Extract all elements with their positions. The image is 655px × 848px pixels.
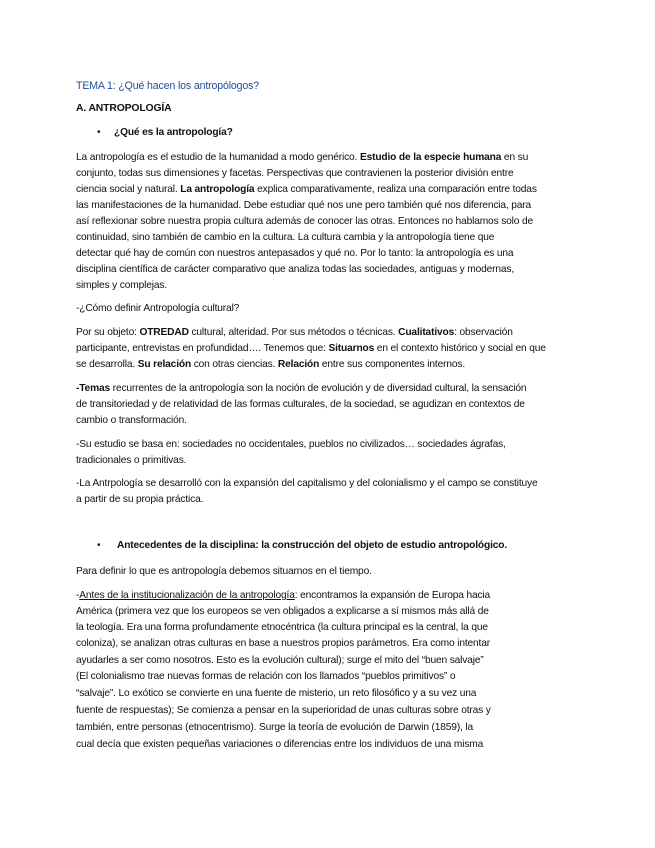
paragraph-line: conjunto, todas sus dimensiones y facetas. Perspectivas que contravienen la posterior división entre [76, 168, 514, 179]
paragraph-line: ayudarles a ser como nosotros. Esto es la evolución cultural); surge el mito del “buen salvaje” [76, 655, 484, 666]
paragraph-line: cambio o transformación. [76, 415, 187, 426]
bullet-antecedentes: Antecedentes de la disciplina: la construcción del objeto de estudio antropológico. [117, 540, 508, 551]
paragraph-line: cual decía que existen pequeñas variaciones o diferencias entre los individuos de una misma [76, 739, 484, 750]
paragraph-line: continuidad, sino también de cambio en la cultura. La cultura cambia y la antropología tiene que [76, 232, 495, 243]
paragraph-line: Por su objeto: OTREDAD cultural, alteridad. Por sus métodos o técnicas. Cualitativos: observación [76, 327, 513, 338]
paragraph-line: “salvaje”. Lo exótico se convierte en una fuente de misterio, un reto filosófico y a su vez una [76, 688, 477, 699]
paragraph-line: fuente de respuestas); Se comienza a pensar en la superioridad de unas culturas sobre otras y [76, 705, 491, 716]
bullet-icon: • [97, 540, 101, 551]
paragraph-line: -La Antrpología se desarrolló con la expansión del capitalismo y del colonialismo y el campo se constituye [76, 478, 538, 489]
paragraph-line: la teología. Era una forma profundamente etnocéntrica (la cultura principal es la central, la que [76, 622, 488, 633]
paragraph-line: (El colonialismo trae nuevas formas de relación con los llamados “pueblos primitivos” o [76, 671, 456, 682]
paragraph-line: -Su estudio se basa en: sociedades no occidentales, pueblos no civilizados… sociedades ágrafas, [76, 439, 506, 450]
paragraph-line: coloniza), se analizan otras culturas en base a nuestros propios parámetros. Era como intentar [76, 638, 490, 649]
paragraph-line: -Temas recurrentes de la antropología son la noción de evolución y de diversidad cultural, la sensación [76, 383, 527, 394]
paragraph-line: tradicionales o primitivas. [76, 455, 187, 466]
paragraph-line: participante, entrevistas en profundidad…. Tenemos que: Situarnos en el contexto histórico y social en que [76, 343, 546, 354]
paragraph-line: se desarrolla. Su relación con otras ciencias. Relación entre sus componentes internos. [76, 359, 466, 370]
paragraph-line: -Antes de la institucionalización de la antropología: encontramos la expansión de Europa hacia [76, 590, 491, 601]
paragraph-line: de transitoriedad y de relatividad de las formas culturales, de la sociedad, se agudizan en contextos de [76, 399, 525, 410]
bullet-question-antropologia: ¿Qué es la antropología? [114, 127, 233, 138]
section-heading-antropologia: A. ANTROPOLOGÍA [76, 103, 172, 114]
paragraph-line: La antropología es el estudio de la humanidad a modo genérico. Estudio de la especie humana en su [76, 152, 529, 163]
paragraph-line: también, entre personas (etnocentrismo). Surge la teoría de evolución de Darwin (1859), la [76, 722, 474, 733]
bullet-icon: • [97, 127, 101, 138]
paragraph-line: las manifestaciones de la humanidad. Debe estudiar qué nos une pero también qué nos diferencia, para [76, 200, 532, 211]
paragraph-line: Para definir lo que es antropología debemos situarnos en el tiempo. [76, 566, 372, 577]
document-title: TEMA 1: ¿Qué hacen los antropólogos? [76, 80, 260, 92]
paragraph-line: a partir de su propia práctica. [76, 494, 204, 505]
paragraph-line: América (primera vez que los europeos se ven obligados a explicarse a sí mismos más allá de [76, 606, 489, 617]
paragraph-line: simples y complejas. [76, 280, 167, 291]
paragraph-line: así reflexionar sobre nuestra propia cultura además de conocer las otras. Entonces no hablamos solo de [76, 216, 533, 227]
paragraph-question-cultural: -¿Cómo definir Antropología cultural? [76, 303, 240, 314]
paragraph-line: ciencia social y natural. La antropología explica comparativamente, realiza una comparación entre todas [76, 184, 537, 195]
paragraph-line: detectar qué hay de común con nuestros antepasados y qué no. Por lo tanto: la antropología es una [76, 248, 514, 259]
paragraph-line: disciplina científica de carácter comparativo que analiza todas las sociedades, antiguas y modernas, [76, 264, 515, 275]
